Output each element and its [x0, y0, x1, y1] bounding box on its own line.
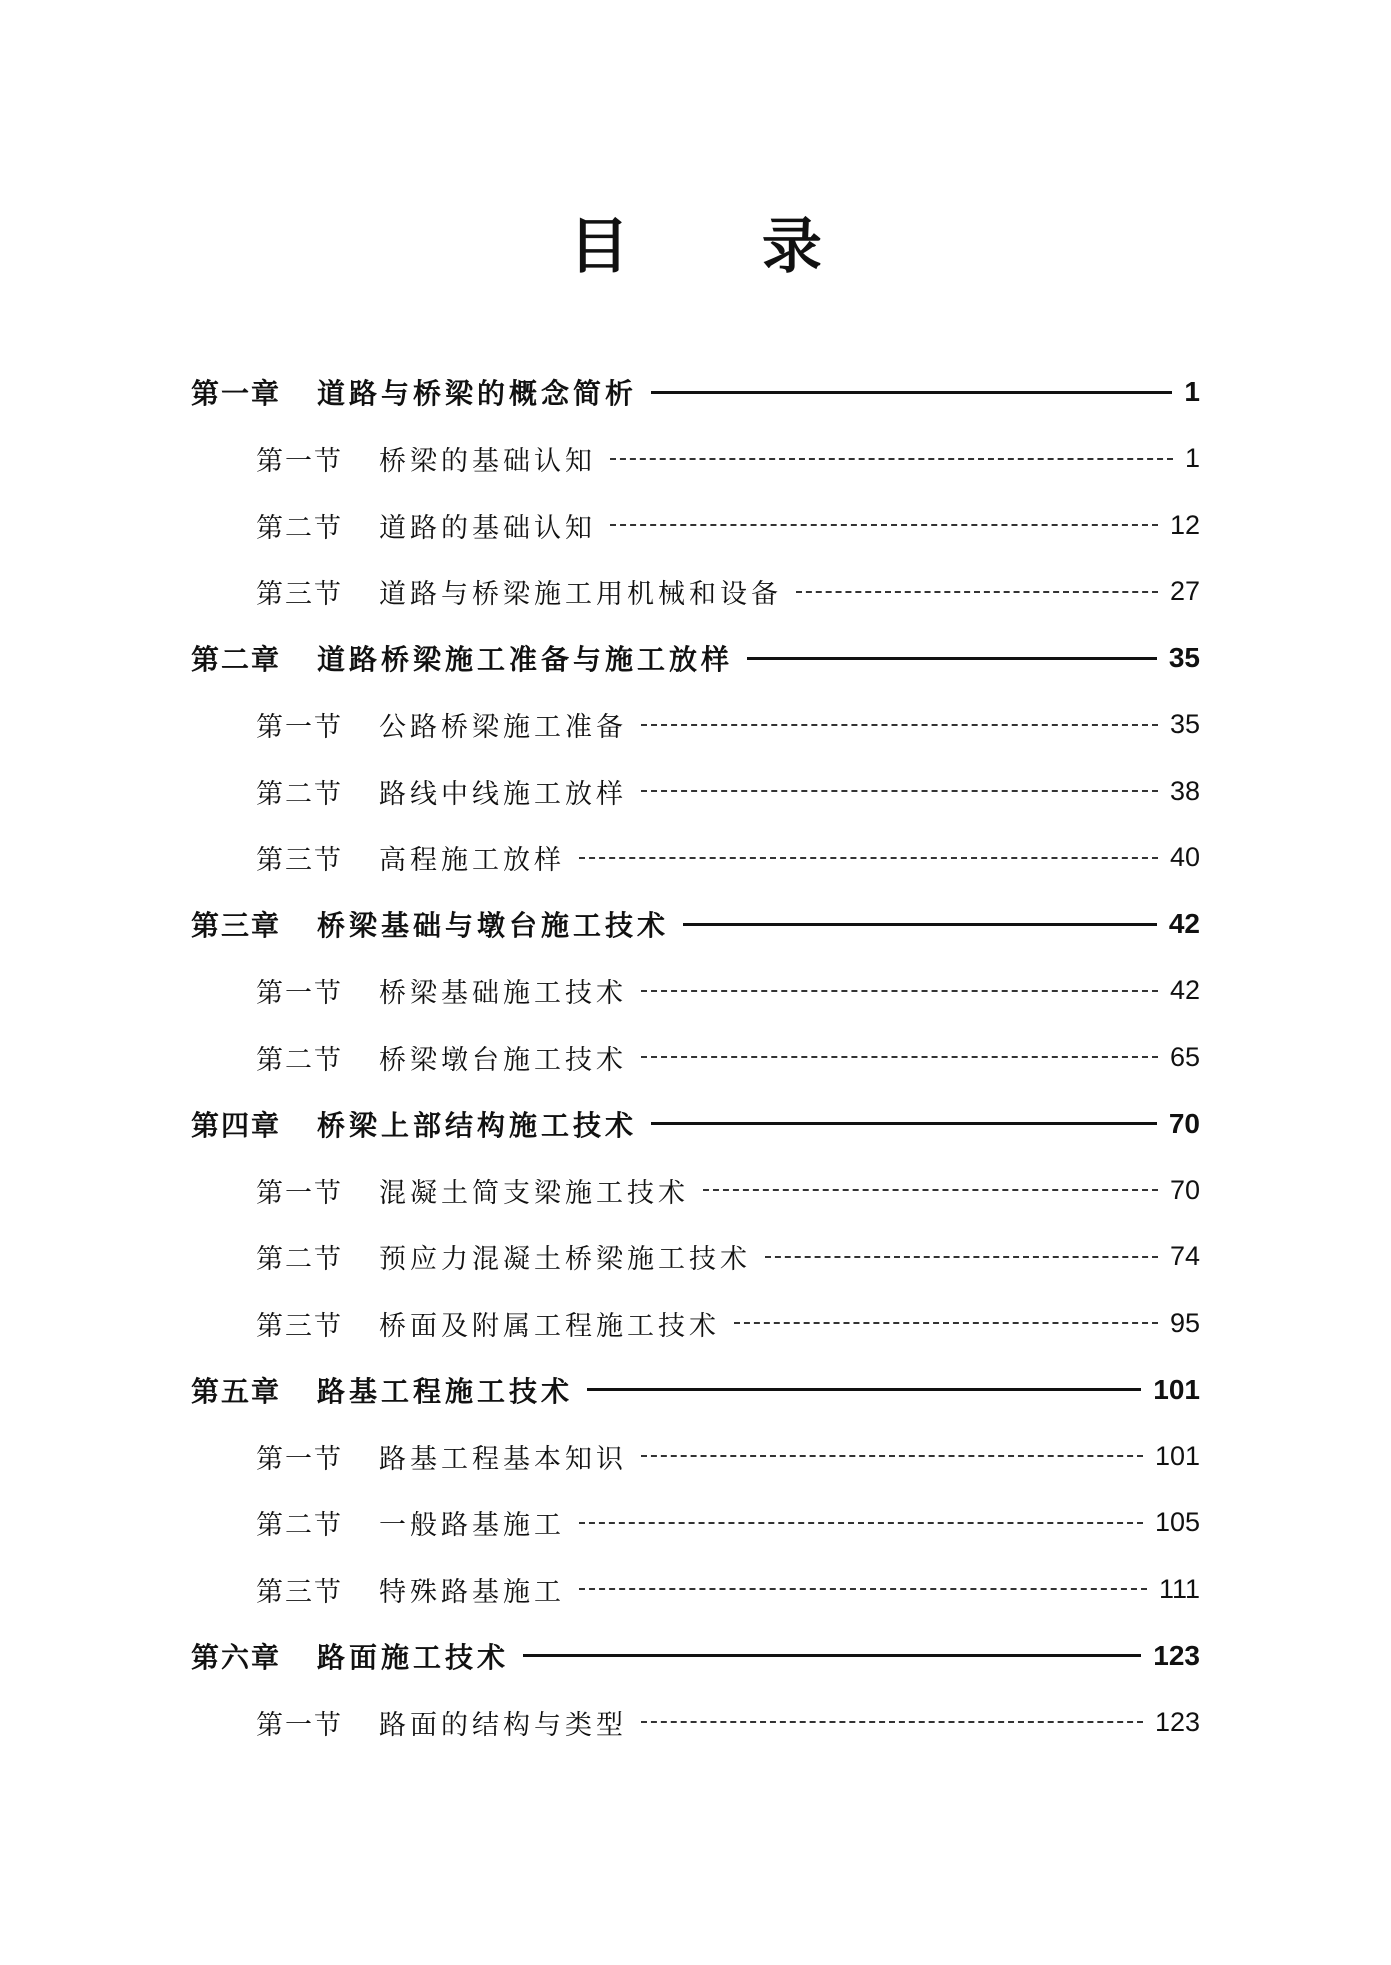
page-number: 42: [1168, 908, 1200, 939]
dot-leader: [641, 790, 1158, 792]
dot-leader: [641, 724, 1158, 726]
dot-leader: [579, 1588, 1147, 1590]
page-number: 95: [1169, 1307, 1200, 1338]
toc-section-entry[interactable]: [256, 1436, 1200, 1476]
toc-section-entry[interactable]: [256, 439, 1200, 479]
page-number: 35: [1169, 709, 1200, 739]
page-number: 101: [1154, 1440, 1200, 1471]
page-number: 1: [1184, 376, 1200, 407]
toc-section-entry[interactable]: [256, 771, 1200, 811]
section-number: 第二节: [256, 1510, 343, 1541]
page-title: 目 录: [569, 212, 878, 282]
chapter-number: 第六章: [191, 1640, 282, 1674]
toc-section-entry[interactable]: [256, 505, 1200, 545]
dot-leader: [610, 458, 1173, 460]
section-number: 第一节: [256, 978, 343, 1009]
section-title: 高程施工放样: [379, 845, 565, 876]
chapter-title: 路面施工技术: [317, 1640, 510, 1674]
toc-chapter-entry[interactable]: [191, 904, 1200, 944]
dot-leader: [641, 990, 1158, 992]
chapter-number: 第四章: [191, 1108, 282, 1142]
page-number: 111: [1158, 1573, 1200, 1604]
section-title: 特殊路基施工: [379, 1576, 565, 1608]
toc-chapter-entry[interactable]: [191, 1104, 1200, 1144]
dot-leader: [587, 1388, 1141, 1391]
toc-section-entry[interactable]: [256, 1170, 1200, 1210]
page-number: 70: [1169, 1174, 1200, 1205]
dot-leader: [683, 923, 1157, 926]
dot-leader: [523, 1654, 1141, 1657]
toc-section-entry[interactable]: [256, 971, 1200, 1011]
chapter-title: 道路桥梁施工准备与施工放样: [317, 643, 734, 676]
section-number: 第二节: [256, 1044, 343, 1076]
section-title: 公路桥梁施工准备: [379, 712, 627, 743]
toc-section-entry[interactable]: [256, 1569, 1200, 1609]
section-title: 桥面及附属工程施工技术: [379, 1310, 720, 1342]
section-number: 第一节: [256, 1443, 343, 1475]
section-title: 桥梁墩台施工技术: [379, 1044, 627, 1076]
section-title: 路线中线施工放样: [379, 778, 627, 810]
toc-chapter-entry[interactable]: [191, 1636, 1200, 1676]
page-number: 123: [1153, 1639, 1200, 1671]
section-number: 第三节: [256, 579, 343, 610]
section-title: 道路与桥梁施工用机械和设备: [379, 579, 782, 610]
page-number: 12: [1169, 509, 1200, 540]
section-title: 道路的基础认知: [379, 512, 596, 544]
chapter-number: 第二章: [191, 643, 282, 676]
toc-section-entry[interactable]: [256, 1303, 1200, 1343]
chapter-title: 路基工程施工技术: [317, 1374, 574, 1408]
page-number: 40: [1169, 842, 1200, 872]
section-title: 桥梁的基础认知: [379, 446, 596, 477]
section-number: 第一节: [256, 1709, 343, 1741]
section-number: 第二节: [256, 512, 343, 544]
page-number: 35: [1168, 642, 1200, 673]
page-number: 1: [1184, 443, 1200, 473]
section-title: 预应力混凝土桥梁施工技术: [379, 1244, 751, 1275]
section-title: 路面的结构与类型: [379, 1709, 627, 1741]
dot-leader: [641, 1721, 1143, 1723]
chapter-title: 道路与桥梁的概念简析: [317, 377, 638, 410]
dot-leader: [651, 391, 1172, 394]
chapter-title: 桥梁上部结构施工技术: [317, 1108, 638, 1142]
page-number: 65: [1169, 1041, 1200, 1072]
toc-section-entry[interactable]: [256, 1037, 1200, 1077]
page-number: 70: [1168, 1107, 1200, 1139]
dot-leader: [579, 1522, 1143, 1524]
section-number: 第二节: [256, 778, 343, 810]
dot-leader: [641, 1056, 1158, 1058]
toc-section-entry[interactable]: [256, 838, 1200, 878]
section-number: 第三节: [256, 1310, 343, 1342]
chapter-number: 第五章: [191, 1374, 282, 1408]
page-number: 101: [1153, 1373, 1200, 1405]
toc-section-entry[interactable]: [256, 1702, 1200, 1742]
section-number: 第一节: [256, 446, 343, 477]
dot-leader: [641, 1455, 1143, 1457]
page-number: 74: [1169, 1241, 1200, 1271]
chapter-number: 第一章: [191, 377, 282, 410]
page-number: 38: [1169, 775, 1200, 806]
page-number: 123: [1154, 1706, 1200, 1737]
dot-leader: [796, 591, 1158, 593]
toc-section-entry[interactable]: [256, 572, 1200, 612]
section-number: 第三节: [256, 845, 343, 876]
dot-leader: [651, 1122, 1157, 1125]
page-number: 42: [1169, 975, 1200, 1005]
toc-chapter-entry[interactable]: [191, 1370, 1200, 1410]
dot-leader: [765, 1256, 1158, 1258]
page-number: 27: [1169, 576, 1200, 606]
toc-section-entry[interactable]: [256, 1237, 1200, 1277]
page-number: 105: [1154, 1507, 1200, 1537]
toc-chapter-entry[interactable]: [191, 638, 1200, 678]
section-number: 第二节: [256, 1244, 343, 1275]
section-title: 桥梁基础施工技术: [379, 978, 627, 1009]
toc-section-entry[interactable]: [256, 705, 1200, 745]
section-title: 混凝土简支梁施工技术: [379, 1177, 689, 1209]
section-title: 路基工程基本知识: [379, 1443, 627, 1475]
section-number: 第一节: [256, 1177, 343, 1209]
toc-section-entry[interactable]: [256, 1503, 1200, 1543]
dot-leader: [747, 657, 1157, 660]
section-number: 第一节: [256, 712, 343, 743]
dot-leader: [734, 1322, 1158, 1324]
toc-chapter-entry[interactable]: [191, 372, 1200, 412]
chapter-number: 第三章: [191, 909, 282, 942]
dot-leader: [579, 857, 1158, 859]
dot-leader: [610, 524, 1158, 526]
section-number: 第三节: [256, 1576, 343, 1608]
dot-leader: [703, 1189, 1158, 1191]
section-title: 一般路基施工: [379, 1510, 565, 1541]
chapter-title: 桥梁基础与墩台施工技术: [317, 909, 670, 942]
